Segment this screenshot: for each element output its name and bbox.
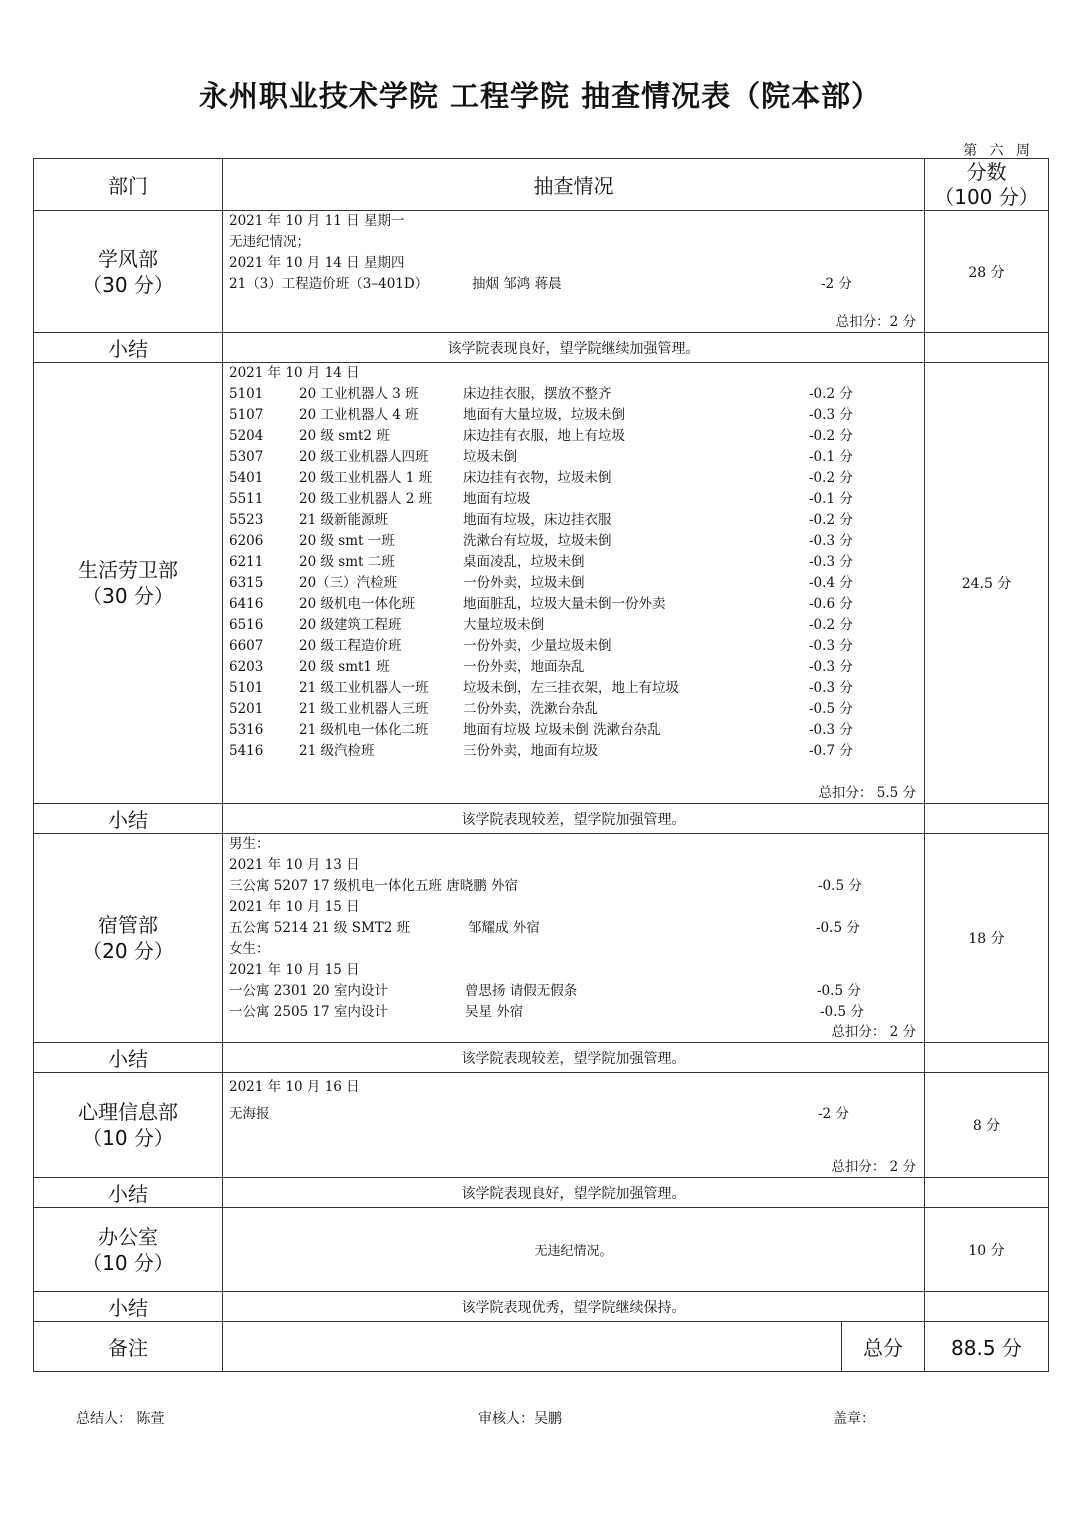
table-row: [223, 720, 924, 741]
table-header-row: [34, 159, 1049, 211]
table-row: [223, 468, 924, 489]
student: 吴星 外宿: [465, 1004, 524, 1020]
violation-desc: 地面脏乱，垃圾大量未倒一份外卖: [463, 596, 666, 612]
deduction: -0.2 分: [809, 428, 853, 444]
violation-desc: 一公寓 2505 17 室内设计: [229, 1004, 388, 1020]
total-deduction: 总扣分： 2 分: [831, 1024, 916, 1040]
deduction: -0.6 分: [809, 596, 853, 612]
summary-row: [34, 333, 1049, 363]
dept-name: 宿管部: [98, 913, 158, 937]
room-number: 5523: [229, 512, 264, 528]
violation-desc: 五公寓 5214 21 级 SMT2 班: [229, 920, 411, 936]
class-name: 20 级工程造价班: [299, 638, 402, 654]
student: 曾思扬 请假无假条: [465, 983, 578, 999]
room-number: 6516: [229, 617, 264, 633]
section-xuefeng: [34, 211, 1049, 333]
deduction: -0.3 分: [809, 680, 853, 696]
dept-cell: [34, 211, 223, 333]
table-row: [223, 447, 924, 468]
deduction: -0.3 分: [809, 533, 853, 549]
section-score: 28 分: [925, 211, 1049, 333]
section-bangong: [34, 1208, 1049, 1292]
header-score-total: （100 分）: [934, 184, 1039, 209]
remarks-label: 备注: [34, 1322, 223, 1372]
violation-row: [223, 918, 924, 939]
violation-desc: 一份外卖，垃圾未倒: [463, 575, 585, 591]
deduction: -0.5 分: [816, 920, 860, 936]
class-name: 20 级 smt 二班: [299, 554, 395, 570]
table-row: [223, 636, 924, 657]
dorm-rows: [223, 384, 924, 762]
dept-name: 心理信息部: [78, 1100, 178, 1124]
table-row: [223, 741, 924, 762]
empty-cell: [925, 804, 1049, 834]
table-row: [223, 384, 924, 405]
violation-desc: 地面有大量垃圾，垃圾未倒: [463, 407, 625, 423]
class-name: 21 级机电一体化二班: [299, 722, 429, 738]
class-name: 21 级工业机器人三班: [299, 701, 429, 717]
violation-row: [223, 1002, 924, 1023]
violation-desc: 桌面凌乱，垃圾未倒: [463, 554, 585, 570]
section-score: 18 分: [925, 834, 1049, 1043]
empty-cell: [925, 333, 1049, 363]
table-row: [223, 426, 924, 447]
violation-desc: 垃圾未倒，左三挂衣架，地上有垃圾: [463, 680, 679, 696]
summary-label: 小结: [34, 1043, 223, 1073]
class-name: 21 级工业机器人一班: [299, 680, 429, 696]
deduction: -0.3 分: [809, 554, 853, 570]
deduction: -0.7 分: [809, 743, 853, 759]
summary-text: 该学院表现较差，望学院加强管理。: [223, 804, 925, 834]
dept-cell: [34, 1208, 223, 1292]
dept-name: 学风部: [98, 246, 158, 271]
dept-name: 办公室: [98, 1224, 158, 1249]
class-name: 20 级 smt1 班: [299, 659, 390, 675]
check-content: [223, 834, 925, 1043]
class-name: 20 级建筑工程班: [299, 617, 402, 633]
total-label: 总分: [842, 1322, 925, 1372]
content-date: 2021 年 10 月 15 日: [229, 962, 360, 978]
room-number: 5201: [229, 701, 264, 717]
total-deduction: 总扣分： 5.5 分: [818, 785, 916, 801]
section-shenghuo: [34, 363, 1049, 804]
table-row: [223, 699, 924, 720]
class-name: 21 级汽检班: [299, 743, 375, 759]
violation-desc: 一份外卖，少量垃圾未倒: [463, 638, 612, 654]
section-score: 10 分: [925, 1208, 1049, 1292]
violation-desc: 垃圾未倒: [463, 449, 517, 465]
violation-desc: 无海报: [229, 1106, 270, 1122]
violation-desc: 二份外卖，洗漱台杂乱: [463, 701, 598, 717]
table-row: [223, 489, 924, 510]
room-number: 6206: [229, 533, 264, 549]
dept-weight: （10 分）: [82, 1126, 174, 1150]
class-name: 21 级新能源班: [299, 512, 388, 528]
room-number: 5401: [229, 470, 264, 486]
table-row: [223, 405, 924, 426]
room-number: 5204: [229, 428, 264, 444]
content-date: 2021 年 10 月 14 日: [229, 365, 360, 381]
summary-row: [34, 1292, 1049, 1322]
summary-text: 该学院表现优秀，望学院继续保持。: [223, 1292, 925, 1322]
violation-desc: 抽烟 邹鸿 蒋晨: [472, 276, 562, 292]
content-line: 2021 年 10 月 14 日 星期四: [229, 255, 405, 271]
room-number: 6607: [229, 638, 264, 654]
dept-weight: （10 分）: [82, 1250, 174, 1275]
deduction: -0.4 分: [809, 575, 853, 591]
table-row: [223, 510, 924, 531]
violation-row: [223, 1104, 924, 1125]
empty-cell: [925, 1292, 1049, 1322]
violation-desc: 三份外卖，地面有垃圾: [463, 743, 598, 759]
content-date: 2021 年 10 月 13 日: [229, 857, 360, 873]
header-dept: 部门: [34, 159, 223, 211]
deduction: -0.3 分: [809, 407, 853, 423]
table-row: [223, 594, 924, 615]
seal: 盖章：: [833, 1411, 875, 1427]
header-score-title: 分数: [966, 159, 1007, 184]
deduction: -0.5 分: [820, 1004, 864, 1020]
summary-text: 该学院表现较差，望学院加强管理。: [223, 1043, 925, 1073]
check-content: 无违纪情况。: [223, 1208, 925, 1292]
total-score: 88.5 分: [925, 1322, 1049, 1372]
summary-row: [34, 1178, 1049, 1208]
dept-weight: （30 分）: [82, 272, 174, 297]
content-date: 2021 年 10 月 16 日: [229, 1079, 360, 1095]
deduction: -0.1 分: [809, 491, 853, 507]
reviewer: 审核人：吴鹏: [478, 1411, 562, 1427]
summary-text: 该学院表现良好，望学院加强管理。: [223, 1178, 925, 1208]
room-number: 6416: [229, 596, 264, 612]
class-name: 20 级 smt2 班: [299, 428, 390, 444]
content-date: 2021 年 10 月 15 日: [229, 899, 360, 915]
check-content: [223, 1073, 925, 1178]
room-number: 5107: [229, 407, 264, 423]
dept-name: 生活劳卫部: [78, 558, 178, 582]
violation-desc: 地面有垃圾，床边挂衣服: [463, 512, 612, 528]
table-row: [223, 531, 924, 552]
page-title: 永州职业技术学院 工程学院 抽查情况表（院本部）: [198, 79, 882, 113]
deduction: -0.3 分: [809, 659, 853, 675]
violation-row: [223, 981, 924, 1002]
deduction: -0.5 分: [818, 878, 862, 894]
room-number: 6203: [229, 659, 264, 675]
summary-label: 小结: [34, 333, 223, 363]
dept-weight: （30 分）: [82, 584, 174, 608]
table-row: [223, 552, 924, 573]
class-name: 20 级机电一体化班: [299, 596, 415, 612]
class-name: 20 级 smt 一班: [299, 533, 395, 549]
room-number: 6211: [229, 554, 264, 570]
violation-desc: 地面有垃圾 垃圾未倒 洗漱台杂乱: [463, 722, 661, 738]
table-row: [223, 678, 924, 699]
dept-weight: （20 分）: [82, 939, 174, 963]
summarizer: 总结人： 陈萱: [76, 1411, 165, 1427]
female-label: 女生：: [229, 941, 270, 957]
room-number: 6315: [229, 575, 264, 591]
empty-cell: [925, 1178, 1049, 1208]
final-row: [34, 1322, 1049, 1372]
total-deduction: 总扣分：2 分: [835, 314, 916, 330]
class-name: 21（3）工程造价班（3–401D）: [229, 276, 429, 292]
section-score: 8 分: [925, 1073, 1049, 1178]
content-line: 无违纪情况；: [229, 234, 310, 250]
check-content: [223, 363, 925, 804]
class-name: 20（三）汽检班: [299, 575, 398, 591]
deduction: -0.3 分: [809, 638, 853, 654]
deduction: -0.2 分: [809, 470, 853, 486]
deduction: -0.2 分: [809, 386, 853, 402]
class-name: 20 级工业机器人 1 班: [299, 470, 433, 486]
table-row: [223, 615, 924, 636]
room-number: 5101: [229, 386, 264, 402]
violation-desc: 一份外卖，地面杂乱: [463, 659, 585, 675]
deduction: -2 分: [818, 1106, 849, 1122]
table-row: [223, 657, 924, 678]
violation-desc: 床边挂衣服，摆放不整齐: [463, 386, 612, 402]
room-number: 5316: [229, 722, 264, 738]
dept-cell: [34, 363, 223, 804]
summary-row: [34, 804, 1049, 834]
violation-row: [223, 274, 924, 295]
violation-desc: 三公寓 5207 17 级机电一体化五班 唐晓鹏 外宿: [229, 878, 518, 894]
deduction: -2 分: [821, 276, 852, 292]
section-xinli: [34, 1073, 1049, 1178]
total-deduction: 总扣分： 2 分: [831, 1159, 916, 1175]
class-name: 20 级工业机器人 2 班: [299, 491, 433, 507]
dept-cell: [34, 834, 223, 1043]
header-check: 抽查情况: [223, 159, 925, 211]
class-name: 20 工业机器人 3 班: [299, 386, 419, 402]
violation-desc: 洗漱台有垃圾，垃圾未倒: [463, 533, 612, 549]
summary-text: 该学院表现良好，望学院继续加强管理。: [223, 333, 925, 363]
deduction: -0.2 分: [809, 617, 853, 633]
section-score: 24.5 分: [925, 363, 1049, 804]
check-content: [223, 211, 925, 333]
deduction: -0.2 分: [809, 512, 853, 528]
summary-row: [34, 1043, 1049, 1073]
week-label: 第 六 周: [963, 143, 1034, 159]
room-number: 5511: [229, 491, 264, 507]
dept-cell: [34, 1073, 223, 1178]
summary-label: 小结: [34, 1292, 223, 1322]
table-row: [223, 573, 924, 594]
class-name: 20 级工业机器人四班: [299, 449, 429, 465]
class-name: 20 工业机器人 4 班: [299, 407, 419, 423]
section-suguan: [34, 834, 1049, 1043]
student: 邹耀成 外宿: [468, 920, 540, 936]
room-number: 5101: [229, 680, 264, 696]
empty-cell: [925, 1043, 1049, 1073]
summary-label: 小结: [34, 1178, 223, 1208]
summary-label: 小结: [34, 804, 223, 834]
violation-desc: 一公寓 2301 20 室内设计: [229, 983, 388, 999]
deduction: -0.3 分: [809, 722, 853, 738]
remarks-content: [223, 1322, 842, 1372]
violation-desc: 大量垃圾未倒: [463, 617, 544, 633]
inspection-table: [33, 158, 1049, 1372]
header-score: [925, 159, 1049, 211]
male-label: 男生：: [229, 836, 270, 852]
room-number: 5307: [229, 449, 264, 465]
violation-desc: 地面有垃圾: [463, 491, 531, 507]
deduction: -0.5 分: [817, 983, 861, 999]
violation-row: [223, 876, 924, 897]
violation-desc: 床边挂有衣服，地上有垃圾: [463, 428, 625, 444]
room-number: 5416: [229, 743, 264, 759]
violation-desc: 床边挂有衣物，垃圾未倒: [463, 470, 612, 486]
content-line: 2021 年 10 月 11 日 星期一: [229, 213, 405, 229]
deduction: -0.5 分: [809, 701, 853, 717]
deduction: -0.1 分: [809, 449, 853, 465]
